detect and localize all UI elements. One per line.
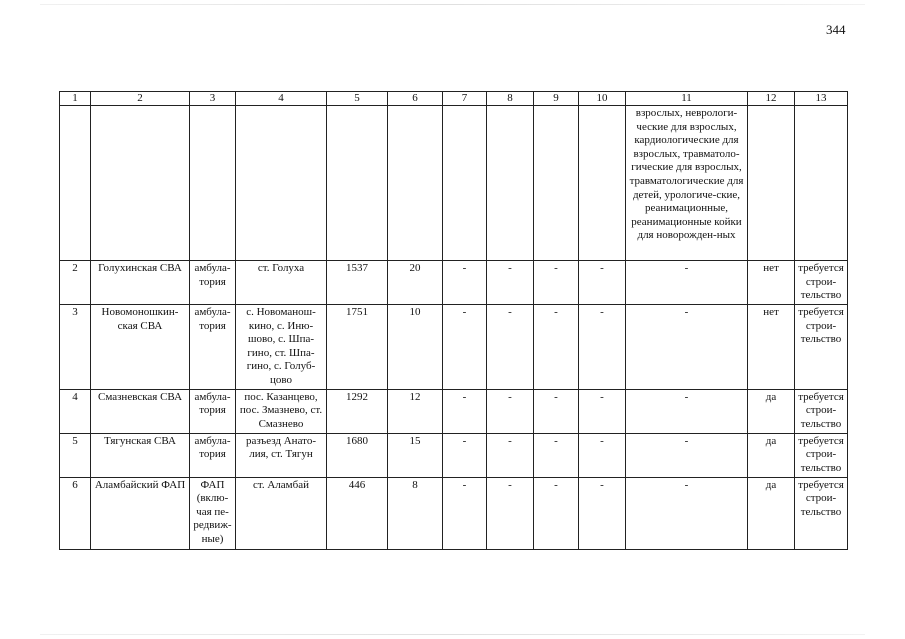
- facility-type: ФАП (вклю-чая пе-редвиж-ные): [190, 477, 236, 549]
- empty-cell: [60, 106, 91, 261]
- facility-type: амбула-тория: [190, 433, 236, 477]
- row-number: 6: [60, 477, 91, 549]
- col-10: -: [579, 389, 626, 433]
- table-row: [60, 477, 848, 549]
- bed-profiles: -: [626, 433, 748, 477]
- bed-profiles-continuation: взрослых, неврологи-ческие для взрослых, кардиологические для взрослых, травматоло-гические для взрослых, травматологические для детей, урологиче-ские, реанимационные, реанимационные койки для новорожден-ных: [626, 106, 748, 261]
- bed-profiles: -: [626, 261, 748, 305]
- column-number: 10: [579, 92, 626, 106]
- row-number: 5: [60, 433, 91, 477]
- empty-cell: [534, 106, 579, 261]
- column-number: 13: [795, 92, 848, 106]
- table-header-row: [60, 92, 848, 106]
- col-9: -: [534, 477, 579, 549]
- facility-type: амбула-тория: [190, 389, 236, 433]
- construction-status: требуется строи-тельство: [795, 433, 848, 477]
- settlements: с. Новоманош-кино, с. Иню-шово, с. Шпа-гино, ст. Шпа-гино, с. Голуб-цово: [236, 305, 327, 390]
- column-number: 1: [60, 92, 91, 106]
- table-row: [60, 261, 848, 305]
- col-10: -: [579, 477, 626, 549]
- column-number: 4: [236, 92, 327, 106]
- construction-status: требуется строи-тельство: [795, 389, 848, 433]
- settlements: пос. Казанцево, пос. Змазнево, ст. Смазнево: [236, 389, 327, 433]
- facility-type: амбула-тория: [190, 305, 236, 390]
- capacity: 8: [388, 477, 443, 549]
- col-12: да: [748, 477, 795, 549]
- col-12: нет: [748, 261, 795, 305]
- column-number: 11: [626, 92, 748, 106]
- empty-cell: [236, 106, 327, 261]
- col-12: да: [748, 389, 795, 433]
- col-12: да: [748, 433, 795, 477]
- scan-edge-bottom: [40, 634, 865, 635]
- column-number: 6: [388, 92, 443, 106]
- settlements: ст. Голуха: [236, 261, 327, 305]
- col-7: -: [443, 477, 487, 549]
- settlements: разъезд Анато-лия, ст. Тягун: [236, 433, 327, 477]
- bed-profiles: -: [626, 389, 748, 433]
- empty-cell: [190, 106, 236, 261]
- page-number: 344: [826, 22, 846, 37]
- capacity: 15: [388, 433, 443, 477]
- col-8: -: [487, 477, 534, 549]
- col-10: -: [579, 433, 626, 477]
- col-7: -: [443, 433, 487, 477]
- population: 1751: [327, 305, 388, 390]
- population: 446: [327, 477, 388, 549]
- empty-cell: [443, 106, 487, 261]
- facility-name: Голухинская СВА: [91, 261, 190, 305]
- empty-cell: [91, 106, 190, 261]
- facility-name: Новомоношкин-ская СВА: [91, 305, 190, 390]
- construction-status: требуется строи-тельство: [795, 305, 848, 390]
- empty-cell: [487, 106, 534, 261]
- population: 1680: [327, 433, 388, 477]
- empty-cell: [748, 106, 795, 261]
- col-9: -: [534, 261, 579, 305]
- empty-cell: [579, 106, 626, 261]
- construction-status: требуется строи-тельство: [795, 477, 848, 549]
- facilities-table: [59, 91, 848, 550]
- population: 1292: [327, 389, 388, 433]
- col-8: -: [487, 305, 534, 390]
- row-number: 2: [60, 261, 91, 305]
- table-row: [60, 389, 848, 433]
- bed-profiles: -: [626, 305, 748, 390]
- capacity: 10: [388, 305, 443, 390]
- facility-name: Тягунская СВА: [91, 433, 190, 477]
- col-9: -: [534, 433, 579, 477]
- col-9: -: [534, 305, 579, 390]
- col-8: -: [487, 261, 534, 305]
- construction-status: требуется строи-тельство: [795, 261, 848, 305]
- col-10: -: [579, 261, 626, 305]
- col-10: -: [579, 305, 626, 390]
- column-number: 12: [748, 92, 795, 106]
- settlements: ст. Аламбай: [236, 477, 327, 549]
- col-7: -: [443, 261, 487, 305]
- col-7: -: [443, 305, 487, 390]
- column-number: 3: [190, 92, 236, 106]
- facility-name: Аламбайский ФАП: [91, 477, 190, 549]
- facility-type: амбула-тория: [190, 261, 236, 305]
- col-12: нет: [748, 305, 795, 390]
- capacity: 12: [388, 389, 443, 433]
- scan-edge-top: [40, 4, 865, 5]
- population: 1537: [327, 261, 388, 305]
- table-row: [60, 433, 848, 477]
- row-number: 3: [60, 305, 91, 390]
- column-number: 5: [327, 92, 388, 106]
- row-number: 4: [60, 389, 91, 433]
- bed-profiles: -: [626, 477, 748, 549]
- capacity: 20: [388, 261, 443, 305]
- col-8: -: [487, 389, 534, 433]
- col-9: -: [534, 389, 579, 433]
- column-number: 9: [534, 92, 579, 106]
- column-number: 2: [91, 92, 190, 106]
- col-8: -: [487, 433, 534, 477]
- column-number: 8: [487, 92, 534, 106]
- empty-cell: [327, 106, 388, 261]
- col-7: -: [443, 389, 487, 433]
- table-row: [60, 305, 848, 390]
- empty-cell: [795, 106, 848, 261]
- facility-name: Смазневская СВА: [91, 389, 190, 433]
- empty-cell: [388, 106, 443, 261]
- continuation-row: [60, 106, 848, 261]
- column-number: 7: [443, 92, 487, 106]
